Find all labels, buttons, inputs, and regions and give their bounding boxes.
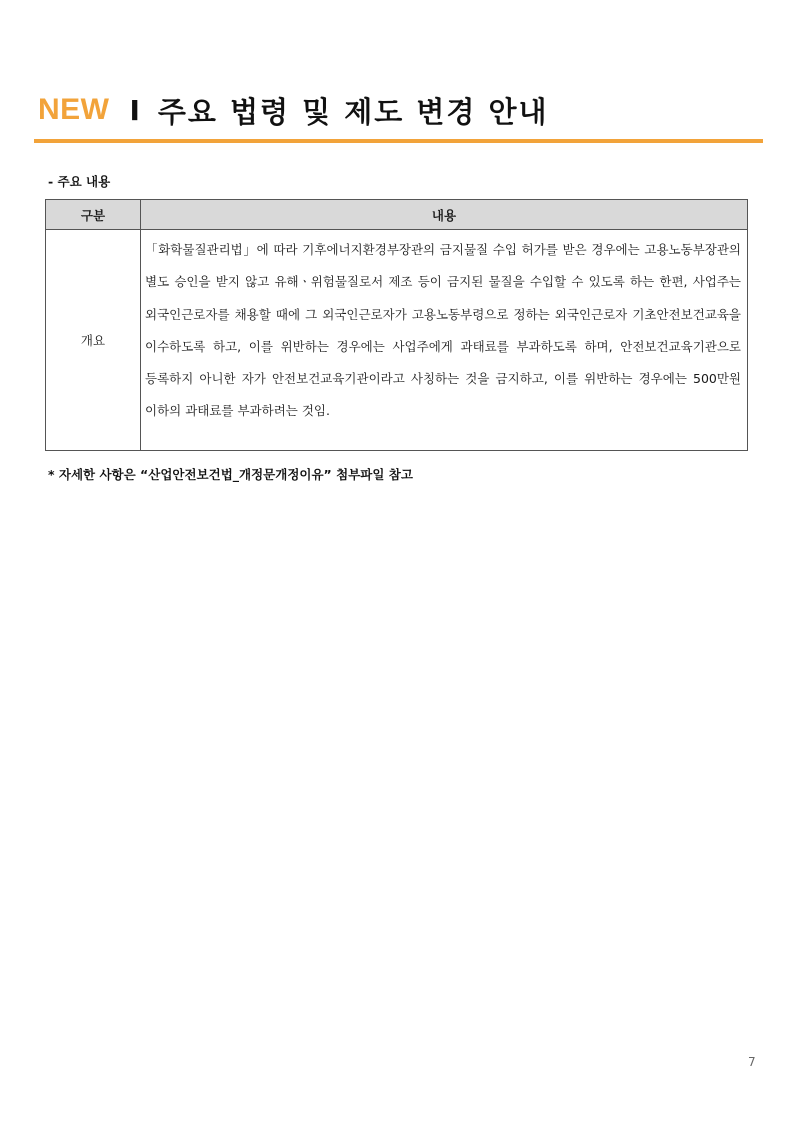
new-label: NEW	[38, 93, 110, 126]
section-label: - 주요 내용	[48, 174, 111, 189]
page-number: 7	[748, 1055, 756, 1069]
row-content: 「화학물질관리법」에 따라 기후에너지환경부장관의 금지물질 수입 허가를 받은 경우에는 고용노동부장관의 별도 승인을 받지 않고 유해ㆍ위험물질로서 제조 등이 금지된 물질을 수입할 수 있도록 하는 한편, 사업주는 외국인근로자를 채용할 때에 그 외국인근로자가 고용노동부령으로 정하는 외국인근로자 기초안전보건교육을 이수하도록 하고, 이를 위반하는 경우에는 사업주에게 과태료를 부과하도록 하며, 안전보건교육기관으로 등록하지 아니한 자가 안전보건교육기관이라고 사칭하는 것을 금지하고, 이를 위반하는 경우에는 500만원 이하의 과태료를 부과하려는 것임.	[141, 230, 748, 451]
reference-note: * 자세한 사항은 “산업안전보건법_개정문개정이유” 첨부파일 참고	[48, 467, 413, 482]
header-divider	[34, 139, 763, 143]
row-category: 개요	[46, 230, 141, 451]
table-row	[46, 230, 748, 451]
header-separator: I	[129, 93, 140, 127]
content-table	[45, 199, 748, 451]
page-header	[38, 88, 549, 132]
column-header-category: 구분	[46, 200, 141, 230]
page-title: 주요 법령 및 제도 변경 안내	[157, 94, 549, 129]
table-header-row	[46, 200, 748, 230]
column-header-content: 내용	[141, 200, 748, 230]
